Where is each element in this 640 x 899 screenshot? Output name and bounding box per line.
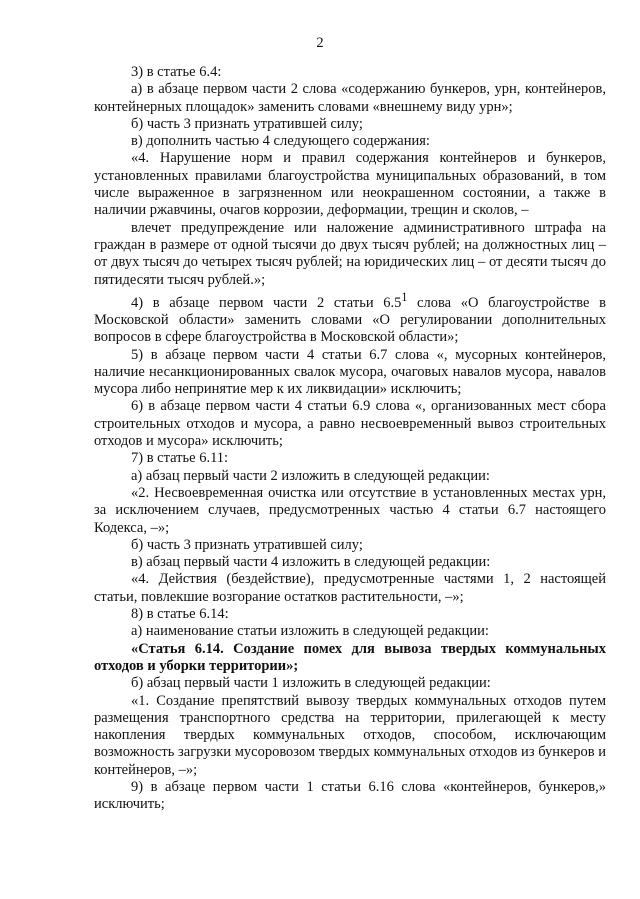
paragraph: в) дополнить частью 4 следующего содержания: <box>131 133 430 150</box>
document-body <box>94 64 606 814</box>
paragraph: 7) в статье 6.11: <box>131 450 229 467</box>
paragraph: влечет предупреждение или наложение административного штрафа на граждан в размере от одной тысячи до двух тысяч рублей; на должностных лиц – от двух тысяч до четырех тысяч рублей; на юридических лиц – от десяти тысяч до пятидесяти тысяч рублей.»; <box>94 219 606 288</box>
paragraph-text: 4) в абзаце первом части 2 статьи 6.5 <box>131 294 402 311</box>
paragraph: «1. Создание препятствий вывозу твердых коммунальных отходов путем размещения транспортного средства на территории, прилегающей к месту накопления твердых коммунальных отходов, способом, исключающим возможность загрузки мусоровозом твердых коммунальных отходов из бункеров и контейнеров, –»; <box>94 692 606 778</box>
page-number: 2 <box>316 35 324 51</box>
paragraph: 6) в абзаце первом части 4 статьи 6.9 слова «, организованных мест сбора строительных отходов и мусора, а равно несвоевременный вывоз строительных отходов и мусора» исключить; <box>94 398 606 450</box>
paragraph: 3) в статье 6.4: <box>131 64 222 80</box>
paragraph-text: слова «О благоустройстве в Московской области» заменить словами «О регулировании дополнительных вопросов в сфере благоустройства в Московской области»; <box>94 294 606 346</box>
paragraph: в) абзац первый части 4 изложить в следующей редакции: <box>131 554 491 571</box>
paragraph: б) часть 3 признать утратившей силу; <box>131 536 363 553</box>
paragraph: 9) в абзаце первом части 1 статьи 6.16 слова «контейнеров, бункеров,» исключить; <box>94 779 606 813</box>
paragraph <box>94 289 606 347</box>
paragraph: «4. Нарушение норм и правил содержания контейнеров и бункеров, установленных правилами благоустройства муниципальных образований, в том числе выраженное в загрязненном или неокрашенном состоянии, а также в наличии ржавчины, очагов коррозии, деформации, трещин и сколов, – <box>94 150 606 219</box>
paragraph: а) наименование статьи изложить в следующей редакции: <box>131 623 489 640</box>
paragraph: б) часть 3 признать утратившей силу; <box>131 115 363 132</box>
superscript: 1 <box>401 289 408 304</box>
paragraph: а) в абзаце первом части 2 слова «содержанию бункеров, урн, контейнеров, контейнерных площадок» заменить словами «внешнему виду урн»; <box>94 81 606 115</box>
paragraph: 8) в статье 6.14: <box>131 606 229 623</box>
article-title-paragraph: «Статья 6.14. Создание помех для вывоза твердых коммунальных отходов и уборки территории»; <box>94 640 606 674</box>
paragraph: «4. Действия (бездействие), предусмотренные частями 1, 2 настоящей статьи, повлекшие возгорание остатков растительности, –»; <box>94 571 606 605</box>
paragraph: а) абзац первый части 2 изложить в следующей редакции: <box>131 467 490 484</box>
paragraph: б) абзац первый части 1 изложить в следующей редакции: <box>131 675 491 692</box>
paragraph: 5) в абзаце первом части 4 статьи 6.7 слова «, мусорных контейнеров, наличие несанкционированных свалок мусора, очаговых навалов мусора, навалов мусора либо непринятие мер к их ликвидации» исключить; <box>94 346 606 398</box>
paragraph: «2. Несвоевременная очистка или отсутствие в установленных местах урн, за исключением случаев, предусмотренных частью 4 статьи 6.7 настоящего Кодекса, –»; <box>94 484 606 536</box>
